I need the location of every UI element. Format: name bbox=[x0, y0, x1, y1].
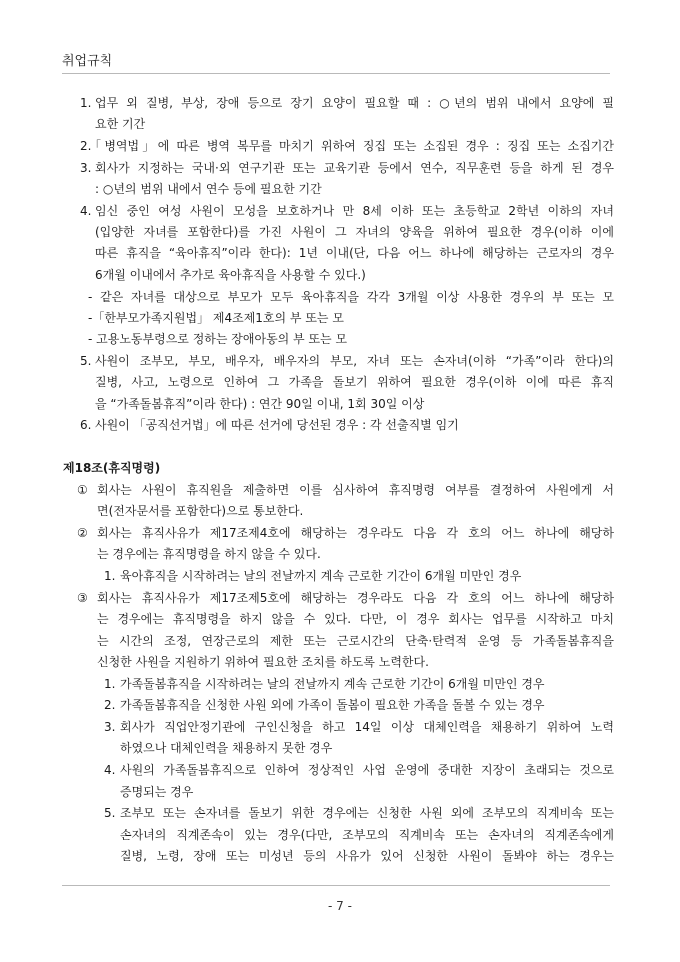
list-item-text: 을 “가족돌봄휴직”이라 한다) : 연간 90일 이내, 1회 30일 이상 bbox=[95, 397, 425, 411]
sub-item-number: 2. bbox=[104, 698, 116, 712]
sub-item-number: 5. bbox=[104, 806, 116, 820]
document-header-title: 취업규칙 bbox=[62, 54, 113, 69]
sub-item-text: 질병, 노령, 장애 또는 미성년 등의 사유가 있어 신청한 사원이 돌봐야 하는 경우는 bbox=[120, 849, 614, 863]
list-item-text: 임신 중인 여성 사원이 모성을 보호하거나 만 8세 이하 또는 초등학교 2학년 이하의 자녀 bbox=[95, 204, 614, 218]
list-item-text: (입양한 자녀를 포함한다)를 가진 사원이 그 자녀의 양육을 위하여 필요한 경우(이하 이에 bbox=[95, 225, 614, 239]
paragraph-text: 회사는 휴직사유가 제17조제5호에 해당하는 경우라도 다음 각 호의 어느 하나에 해당하 bbox=[97, 591, 614, 605]
header-divider bbox=[62, 73, 610, 74]
paragraph-number: ③ bbox=[77, 591, 88, 605]
list-item-text: 따른 휴직을 “육아휴직”이라 한다): 1년 이내(단, 다음 어느 하나에 해당하는 근로자의 경우 bbox=[95, 246, 614, 260]
paragraph-text: 는 경우에는 휴직명령을 하지 않을 수 있다. bbox=[97, 547, 321, 561]
paragraph-text: 면(전자문서를 포함한다)으로 통보한다. bbox=[97, 504, 304, 518]
sub-item-number: 1. bbox=[104, 569, 116, 583]
list-item-number: 3. bbox=[80, 161, 92, 175]
paragraph-text: 회사는 사원이 휴직원을 제출하면 이를 심사하여 휴직명령 여부를 결정하여 사원에게 서 bbox=[97, 483, 614, 497]
sub-item-text: 회사가 직업안정기관에 구인신청을 하고 14일 이상 대체인력을 채용하기 위하여 노력 bbox=[120, 720, 614, 734]
list-item-text: 질병, 사고, 노령으로 인하여 그 가족을 돌보기 위하여 필요한 경우(이하 이에 따른 휴직 bbox=[95, 375, 614, 389]
list-item-text: 「병역법」에 따른 병역 복무를 마치기 위하여 징집 또는 소집된 경우 : 징집 또는 소집기간 bbox=[89, 139, 614, 153]
sub-item-text: 사원의 가족돌봄휴직으로 인하여 정상적인 사업 운영에 중대한 지장이 초래되는 것으로 bbox=[120, 763, 614, 777]
sub-item-number: 1. bbox=[104, 677, 116, 691]
list-item-text: 사원이 조부모, 부모, 배우자, 배우자의 부모, 자녀 또는 손자녀(이하 “가족”이라 한다)의 bbox=[95, 354, 614, 368]
sub-dash-item: - 같은 자녀를 대상으로 부모가 모두 육아휴직을 각각 3개월 이상 사용한 경우의 부 또는 모 bbox=[88, 290, 614, 304]
paragraph-text: 회사는 휴직사유가 제17조제4호에 해당하는 경우라도 다음 각 호의 어느 하나에 해당하 bbox=[97, 526, 614, 540]
sub-item-text: 증명되는 경우 bbox=[120, 785, 194, 799]
list-item-text: 요한 기간 bbox=[95, 117, 146, 131]
footer-divider bbox=[62, 885, 610, 886]
list-item-number: 1. bbox=[80, 96, 92, 110]
list-item-text: 회사가 지정하는 국내·외 연구기관 또는 교육기관 등에서 연수, 직무훈련 등을 하게 된 경우 bbox=[95, 161, 614, 175]
sub-dash-item: - 고용노동부령으로 정하는 장애아동의 부 또는 모 bbox=[88, 332, 348, 346]
sub-item-number: 4. bbox=[104, 763, 116, 777]
paragraph-text: 는 경우에는 휴직명령을 하지 않을 수 있다. 다만, 이 경우 회사는 업무를 시작하고 마치 bbox=[97, 612, 614, 626]
list-item-text: : ○년의 범위 내에서 연수 등에 필요한 기간 bbox=[95, 182, 322, 196]
list-item-number: 2. bbox=[80, 139, 92, 153]
paragraph-number: ② bbox=[77, 526, 88, 540]
list-item-text: 6개월 이내에서 추가로 육아휴직을 사용할 수 있다.) bbox=[95, 268, 366, 282]
article-heading: 제18조(휴직명령) bbox=[63, 461, 161, 475]
sub-item-text: 조부모 또는 손자녀를 돌보기 위한 경우에는 신청한 사원 외에 조부모의 직계비속 또는 bbox=[120, 806, 614, 820]
sub-item-text: 손자녀의 직계존속이 있는 경우(다만, 조부모의 직계비속 또는 손자녀의 직계존속에게 bbox=[120, 828, 614, 842]
paragraph-text: 신청한 사원을 지원하기 위하여 필요한 조치를 하도록 노력한다. bbox=[97, 655, 429, 669]
list-item-text: 업무 외 질병, 부상, 장애 등으로 장기 요양이 필요할 때 : ○년의 범위 내에서 요양에 필 bbox=[95, 96, 614, 110]
sub-item-text: 가족돌봄휴직을 신청한 사원 외에 가족이 돌봄이 필요한 가족을 돌볼 수 있는 경우 bbox=[120, 698, 545, 712]
page-number: - 7 - bbox=[328, 899, 352, 913]
list-item-number: 6. bbox=[80, 418, 92, 432]
paragraph-text: 는 시간의 조정, 연장근로의 제한 또는 근로시간의 단축·탄력적 운영 등 가족돌봄휴직을 bbox=[97, 634, 614, 648]
list-item-number: 5. bbox=[80, 354, 92, 368]
sub-item-text: 가족돌봄휴직을 시작하려는 날의 전날까지 계속 근로한 기간이 6개월 미만인 경우 bbox=[120, 677, 545, 691]
sub-item-number: 3. bbox=[104, 720, 116, 734]
paragraph-number: ① bbox=[77, 483, 88, 497]
sub-item-text: 육아휴직을 시작하려는 날의 전날까지 계속 근로한 기간이 6개월 미만인 경우 bbox=[120, 569, 522, 583]
list-item-number: 4. bbox=[80, 204, 92, 218]
sub-dash-item: -「한부모가족지원법」 제4조제1호의 부 또는 모 bbox=[88, 311, 344, 325]
sub-item-text: 하였으나 대체인력을 채용하지 못한 경우 bbox=[120, 741, 333, 755]
list-item-text: 사원이 「공직선거법」에 따른 선거에 당선된 경우 : 각 선출직별 임기 bbox=[95, 418, 459, 432]
